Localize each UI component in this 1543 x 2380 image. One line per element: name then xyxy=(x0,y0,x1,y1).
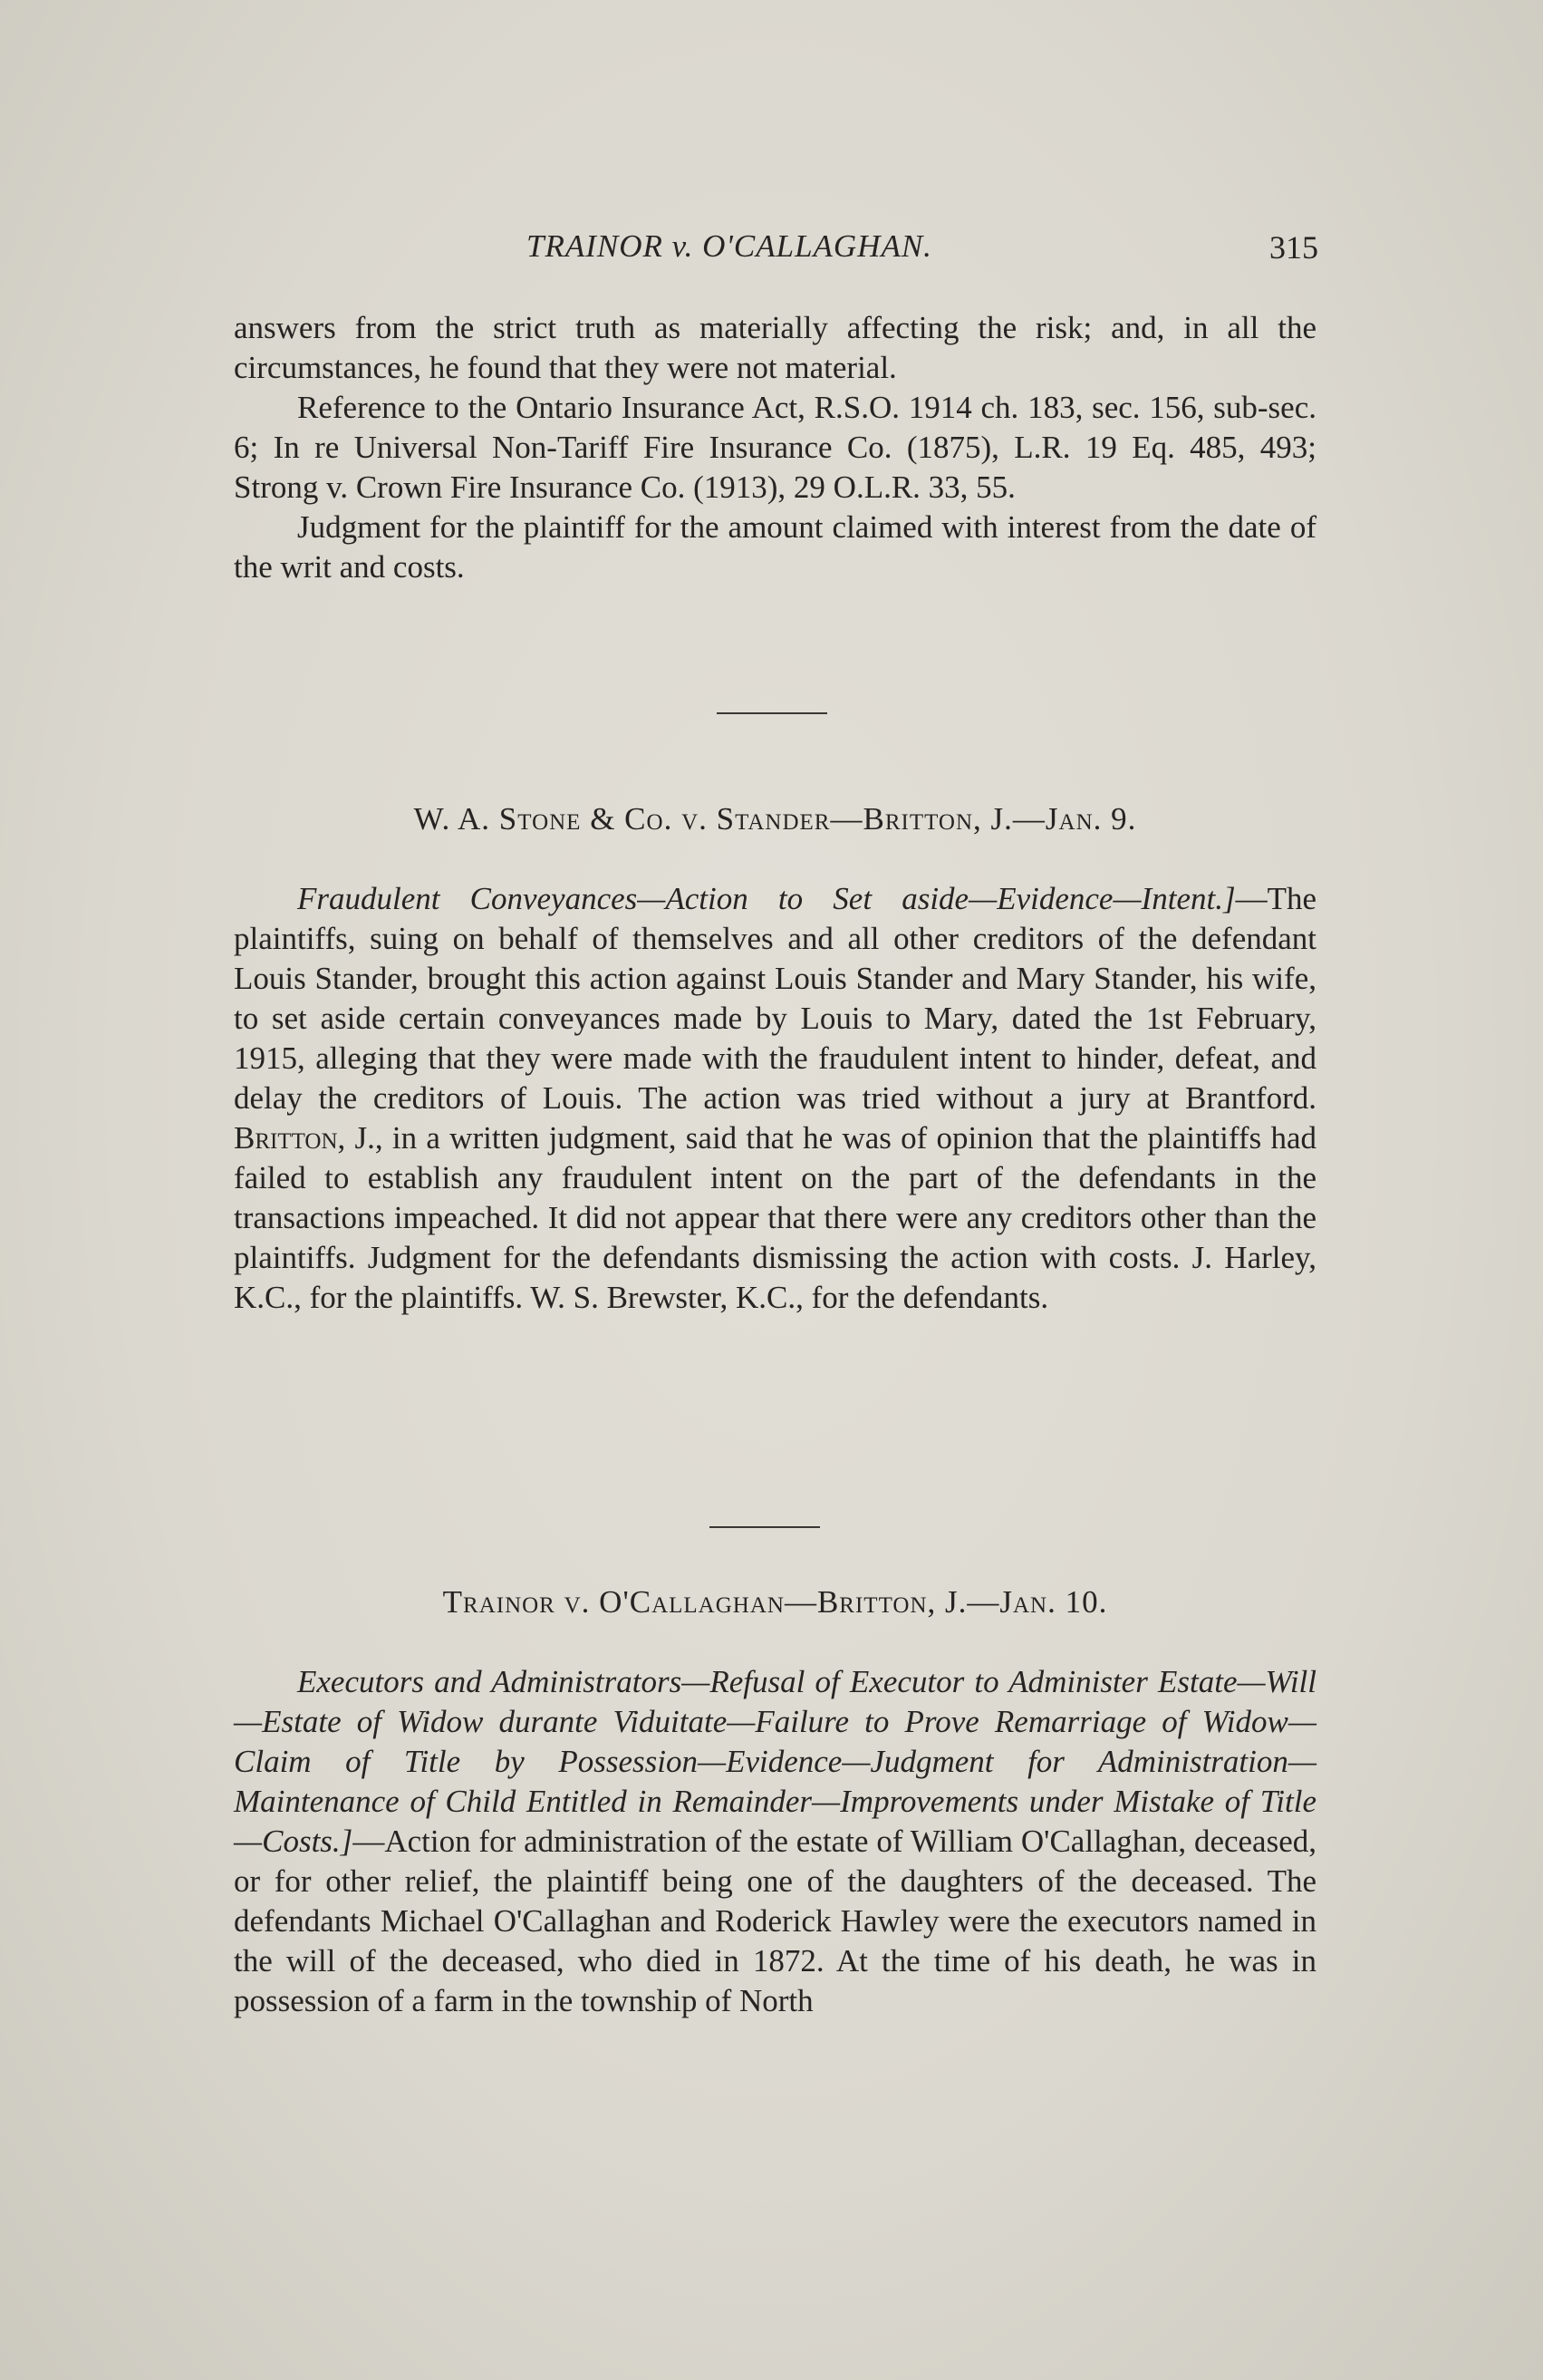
page-number: 315 xyxy=(1269,229,1318,266)
case-body: —Action for administration of the estate of William O'Callaghan, deceased, or for other relief, the plaintiff being one of the daughters of the deceased. The defendants Michael O'Callaghan and Roderick Hawley were the executors named in the will of the deceased, who died in 1872. At the time of his death, he was in possession of a farm in the township of North xyxy=(234,1824,1316,2018)
case-heading-trainor-v-ocallaghan: Trainor v. O'Callaghan—Britton, J.—Jan. 10. xyxy=(442,1584,1108,1620)
running-head xyxy=(231,228,1318,274)
paragraph-judgment: Judgment for the plaintiff for the amount claimed with interest from the date of the writ and costs. xyxy=(234,509,1316,585)
case-body-part: , in a written judgment, said that he was of opinion that the plaintiffs had failed to establish any fraudulent intent on the part of the defendants in the transactions impeached. It did not appear that there were any creditors other than the plaintiffs. Judgment for the defendants dismissing the action with costs. J. Harley, K.C., for the plaintiffs. W. S. Brewster, K.C., for the defendants. xyxy=(234,1120,1316,1315)
catchwords: Executors and Administrators—Refusal of Executor to Administer Estate—Will—Estate of Widow durante Viduitate—Failure to Prove Remarriage of Widow—Claim of Title by Possession—Evidence—Judgment for Administration—Maintenance of Child Entitled in Remainder—Improvements under Mistake of Title—Costs.] xyxy=(234,1664,1316,1859)
running-title: TRAINOR v. O'CALLAGHAN. xyxy=(526,228,932,264)
case-body-part: —The plaintiffs, suing on behalf of themselves and all other creditors of the defendant Louis Stander, brought this action against Louis Stander and Mary Stander, his wife, to set aside certain conveyances made by Louis to Mary, dated the 1st February, 1915, alleging that they were made with the fraudulent intent to hinder, defeat, and delay the creditors of Louis. The action was tried without a jury at Brantford. xyxy=(234,881,1316,1116)
section-divider xyxy=(717,712,827,714)
case-paragraph xyxy=(234,1662,1316,2021)
judge-name: Britton, J. xyxy=(234,1120,375,1156)
case-report-trainor-v-ocallaghan xyxy=(234,1662,1316,2021)
continued-judgment-text xyxy=(234,308,1316,587)
case-paragraph xyxy=(234,879,1316,1318)
paragraph-continuation: answers from the strict truth as materially affecting the risk; and, in all the circumstances, he found that they were not material. xyxy=(234,310,1316,385)
paragraph-references: Reference to the Ontario Insurance Act, R.S.O. 1914 ch. 183, sec. 156, sub-sec. 6; In re Universal Non-Tariff Fire Insurance Co. (1875), L.R. 19 Eq. 485, 493; Strong v. Crown Fire Insurance Co. (1913), 29 O.L.R. 33, 55. xyxy=(234,390,1316,505)
case-heading-stone-v-stander: W. A. Stone & Co. v. Stander—Britton, J.—Jan. 9. xyxy=(413,801,1137,837)
section-divider xyxy=(709,1526,820,1528)
catchwords: Fraudulent Conveyances—Action to Set aside—Evidence—Intent.] xyxy=(297,881,1236,916)
case-report-stone-v-stander xyxy=(234,879,1316,1318)
